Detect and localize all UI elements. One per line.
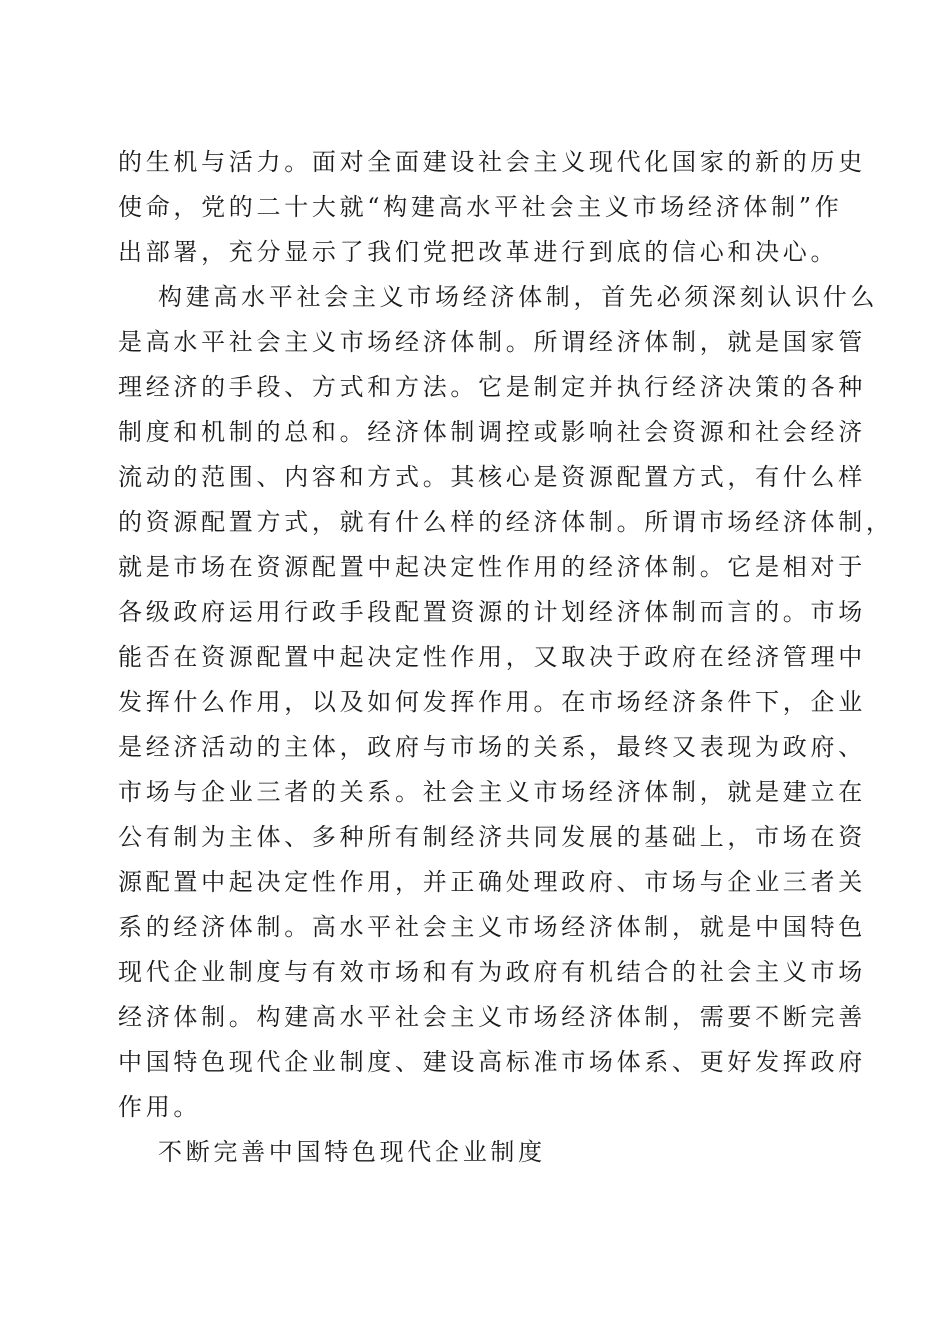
paragraph-line: 能否在资源配置中起决定性作用，又取决于政府在经济管理中 bbox=[118, 643, 866, 671]
paragraph-line: 市场与企业三者的关系。社会主义市场经济体制，就是建立在 bbox=[118, 778, 866, 806]
paragraph-line: 系的经济体制。高水平社会主义市场经济体制，就是中国特色 bbox=[118, 913, 866, 941]
paragraph-line: 使命，党的二十大就“构建高水平社会主义市场经济体制”作 bbox=[118, 193, 843, 221]
paragraph-line: 构建高水平社会主义市场经济体制，首先必须深刻认识什么 bbox=[158, 283, 879, 311]
paragraph-line: 是经济活动的主体，政府与市场的关系，最终又表现为政府、 bbox=[118, 733, 866, 761]
paragraph-line: 是高水平社会主义市场经济体制。所谓经济体制，就是国家管 bbox=[118, 328, 866, 356]
paragraph-line: 现代企业制度与有效市场和有为政府有机结合的社会主义市场 bbox=[118, 958, 866, 986]
paragraph-line: 经济体制。构建高水平社会主义市场经济体制，需要不断完善 bbox=[118, 1003, 866, 1031]
paragraph-line: 发挥什么作用，以及如何发挥作用。在市场经济条件下，企业 bbox=[118, 688, 866, 716]
paragraph-line: 就是市场在资源配置中起决定性作用的经济体制。它是相对于 bbox=[118, 553, 866, 581]
paragraph-line: 公有制为主体、多种所有制经济共同发展的基础上，市场在资 bbox=[118, 823, 866, 851]
paragraph-line: 源配置中起决定性作用，并正确处理政府、市场与企业三者关 bbox=[118, 868, 866, 896]
paragraph-line: 出部署，充分显示了我们党把改革进行到底的信心和决心。 bbox=[118, 238, 839, 266]
paragraph-line: 流动的范围、内容和方式。其核心是资源配置方式，有什么样 bbox=[118, 463, 866, 491]
paragraph-line: 的生机与活力。面对全面建设社会主义现代化国家的新的历史 bbox=[118, 148, 866, 176]
paragraph-line: 的资源配置方式，就有什么样的经济体制。所谓市场经济体制， bbox=[118, 508, 894, 536]
paragraph-line: 中国特色现代企业制度、建设高标准市场体系、更好发挥政府 bbox=[118, 1048, 866, 1076]
paragraph-line: 理经济的手段、方式和方法。它是制定并执行经济决策的各种 bbox=[118, 373, 866, 401]
section-heading: 不断完善中国特色现代企业制度 bbox=[158, 1138, 546, 1166]
paragraph-line: 各级政府运用行政手段配置资源的计划经济体制而言的。市场 bbox=[118, 598, 866, 626]
paragraph-line: 作用。 bbox=[118, 1093, 202, 1121]
paragraph-line: 制度和机制的总和。经济体制调控或影响社会资源和社会经济 bbox=[118, 418, 866, 446]
